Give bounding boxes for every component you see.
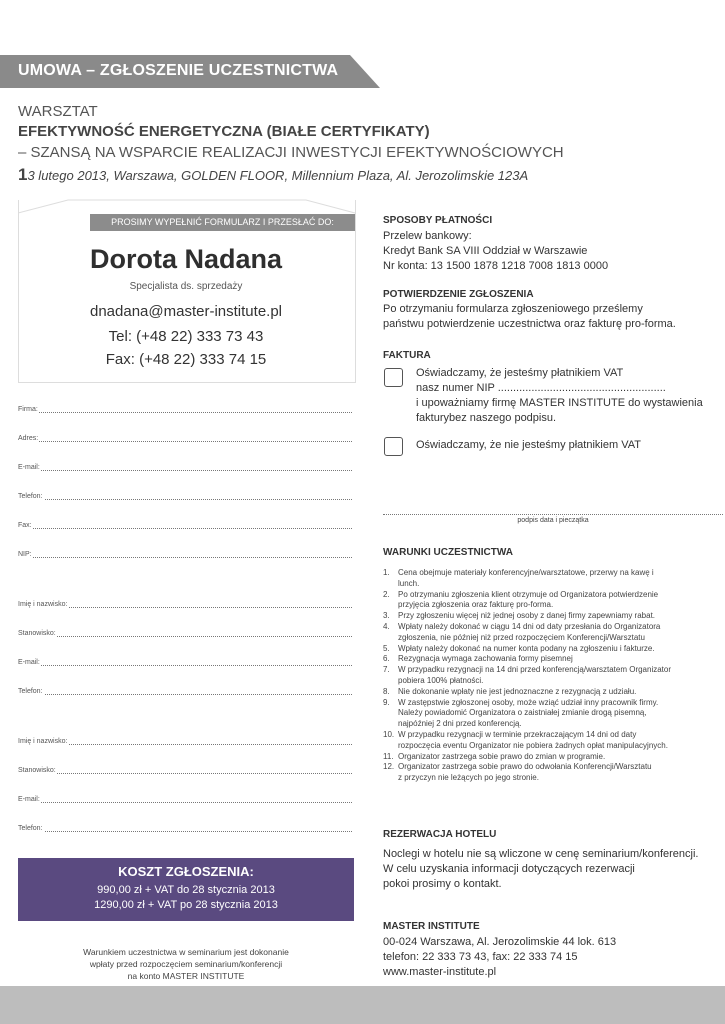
field-participant1-phone[interactable]: [18, 683, 352, 697]
form-instruction: PROSIMY WYPEŁNIĆ FORMULARZ I PRZESŁAĆ DO:: [90, 214, 355, 231]
condition-text: najpóźniej 2 dni przed konferencją.: [398, 719, 522, 729]
condition-number: 7.: [383, 665, 390, 675]
condition-item: [383, 590, 713, 612]
field-label: Stanowisko:: [18, 767, 56, 774]
condition-text: Przy zgłoszeniu więcej niż jednej osoby z danej firmy zapewniamy rabat.: [398, 611, 656, 621]
date-rest: 3 lutego 2013, Warszawa, GOLDEN FLOOR, Millennium Plaza, Al. Jerozolimskie 123A: [27, 168, 529, 183]
company-address: 00-024 Warszawa, Al. Jerozolimskie 44 lok. 613: [383, 936, 617, 948]
date-big-digit: 1: [18, 165, 28, 184]
payment-account: Nr konta: 13 1500 1878 1218 7008 1813 0000: [383, 260, 609, 272]
signature-line[interactable]: [383, 514, 723, 515]
field-participant2-email[interactable]: [18, 791, 352, 805]
payment-note-line: Warunkiem uczestnictwa w seminarium jest dokonanie: [83, 947, 289, 957]
condition-text: Nie dokonanie wpłaty nie jest jednoznaczne z rezygnacją z udziału.: [398, 686, 637, 696]
payment-line: Przelew bankowy:: [383, 230, 472, 242]
field-label: Firma:: [18, 406, 38, 413]
company-website[interactable]: www.master-institute.pl: [383, 966, 497, 978]
condition-number: 6.: [383, 654, 390, 664]
vat-payer-label: Oświadczamy, że jesteśmy płatnikiem VAT: [416, 367, 624, 379]
condition-item: [383, 654, 713, 665]
field-label: Imię i nazwisko:: [18, 601, 68, 608]
non-vat-payer-checkbox[interactable]: [384, 437, 403, 456]
vat-payer-checkbox[interactable]: [384, 368, 403, 387]
company-name: MASTER INSTITUTE: [383, 921, 480, 932]
condition-item: [383, 611, 713, 622]
field-participant2-name[interactable]: [18, 733, 352, 747]
field-label: Adres:: [18, 435, 39, 442]
cost-late: 1290,00 zł + VAT po 28 stycznia 2013: [94, 899, 278, 911]
condition-text: Po otrzymaniu zgłoszenia klient otrzymuje od Organizatora potwierdzenie: [398, 589, 659, 599]
company-phones: telefon: 22 333 73 43, fax: 22 333 74 15: [383, 951, 578, 963]
condition-number: 1.: [383, 568, 390, 577]
condition-text: Wpłaty należy dokonać na numer konta podany na zgłoszeniu i fakturze.: [398, 643, 655, 653]
condition-text: W zastępstwie zgłoszonej osoby, może wziąć udział inny pracownik firmy.: [398, 697, 659, 707]
contact-fax: Fax: (+48 22) 333 74 15: [105, 351, 267, 368]
condition-item: [383, 730, 713, 752]
condition-text: W przypadku rezygnacji w terminie przekraczającym 14 dni od daty: [398, 729, 637, 739]
field-nip[interactable]: [18, 546, 352, 560]
confirmation-line: państwu potwierdzenie uczestnictwa oraz fakturę pro-forma.: [383, 318, 676, 330]
field-participant1-position[interactable]: [18, 625, 352, 639]
payment-bank: Kredyt Bank SA VIII Oddział w Warszawie: [383, 245, 588, 257]
non-vat-payer-label: Oświadczamy, że nie jesteśmy płatnikiem VAT: [416, 439, 641, 451]
field-email[interactable]: [18, 459, 352, 473]
condition-text: pobiera 100% płatności.: [398, 675, 484, 685]
condition-number: 11.: [383, 751, 394, 761]
field-participant1-name[interactable]: [18, 596, 352, 610]
condition-text: W przypadku rezygnacji na 14 dni przed konferencją/warsztatem Organizator: [398, 665, 672, 675]
condition-text: Organizator zastrzega sobie prawo do zmian w programie.: [398, 751, 606, 761]
condition-item: [383, 568, 713, 590]
event-date-location: [18, 165, 528, 185]
workshop-label: WARSZTAT: [18, 103, 98, 120]
payment-heading: SPOSOBY PŁATNOŚCI: [383, 215, 493, 226]
field-label: Imię i nazwisko:: [18, 738, 68, 745]
invoice-heading: FAKTURA: [383, 350, 431, 361]
condition-item: [383, 698, 713, 730]
title-banner: [0, 55, 380, 88]
workshop-subtitle: – SZANSĄ NA WSPARCIE REALIZACJI INWESTYCJI EFEKTYWNOŚCIOWYCH: [18, 144, 564, 161]
condition-item: [383, 687, 713, 698]
field-participant2-phone[interactable]: [18, 820, 352, 834]
condition-number: 8.: [383, 686, 390, 696]
contact-email[interactable]: dnadana@master-institute.pl: [90, 303, 282, 320]
condition-text: Należy powiadomić Organizatora o zaistniałej zmianie drogą pisemną,: [398, 708, 647, 718]
condition-text: z przyczyn nie leżących po jego stronie.: [398, 773, 539, 783]
condition-number: 4.: [383, 621, 390, 631]
condition-item: [383, 762, 713, 784]
field-label: E-mail:: [18, 659, 40, 666]
vat-nip-line: nasz numer NIP .......................................................: [416, 382, 666, 394]
condition-item: [383, 622, 713, 644]
cost-early: 990,00 zł + VAT do 28 stycznia 2013: [97, 884, 275, 896]
field-label: E-mail:: [18, 796, 40, 803]
condition-text: Rezygnacja wymaga zachowania formy pisemnej: [398, 654, 573, 664]
hotel-line: Noclegi w hotelu nie są wliczone w cenę seminarium/konferencji.: [383, 848, 699, 860]
vat-authorize-line: fakturybez naszego podpisu.: [416, 412, 557, 424]
field-address[interactable]: [18, 430, 352, 444]
cost-title: KOSZT ZGŁOSZENIA:: [118, 864, 254, 879]
condition-text: Cena obejmuje materiały konferencyjne/warsztatowe, przerwy na kawę i: [398, 568, 654, 577]
field-label: NIP:: [18, 551, 32, 558]
hotel-heading: REZERWACJA HOTELU: [383, 829, 497, 840]
payment-note-line: na konto MASTER INSTITUTE: [127, 971, 245, 981]
signature-label: podpis data i pieczątka: [517, 517, 589, 524]
field-label: Telefon:: [18, 688, 43, 695]
condition-text: Wpłaty należy dokonać w ciągu 14 dni od daty przesłania do Organizatora: [398, 621, 661, 631]
field-label: Telefon:: [18, 493, 43, 500]
cost-box: [18, 858, 354, 921]
field-label: Stanowisko:: [18, 630, 56, 637]
confirmation-heading: POTWIERDZENIE ZGŁOSZENIA: [383, 289, 534, 300]
hotel-line: pokoi prosimy o kontakt.: [383, 878, 502, 890]
contact-role: Specjalista ds. sprzedaży: [129, 281, 243, 292]
workshop-title: EFEKTYWNOŚĆ ENERGETYCZNA (BIAŁE CERTYFIKATY): [18, 123, 430, 140]
field-label: Telefon:: [18, 825, 43, 832]
contact-name: Dorota Nadana: [89, 244, 283, 274]
condition-item: [383, 665, 713, 687]
condition-item: [383, 752, 713, 763]
contact-phone: Tel: (+48 22) 333 73 43: [108, 328, 264, 345]
footer-bar: [0, 986, 725, 1024]
condition-text: lunch.: [398, 578, 420, 588]
field-company[interactable]: [18, 401, 352, 415]
field-participant2-position[interactable]: [18, 762, 352, 776]
vat-authorize-line: i upoważniamy firmę MASTER INSTITUTE do wystawienia: [416, 397, 703, 409]
condition-text: zgłoszenia, nie później niż przed rozpoczęciem Konferencji/Warsztatu: [398, 632, 645, 642]
confirmation-line: Po otrzymaniu formularza zgłoszeniowego prześlemy: [383, 303, 643, 315]
conditions-list: [383, 568, 713, 784]
hotel-line: W celu uzyskania informacji dotyczących rezerwacji: [383, 863, 635, 875]
condition-number: 2.: [383, 589, 390, 599]
condition-number: 9.: [383, 697, 390, 707]
condition-number: 10.: [383, 729, 395, 739]
payment-note-line: wpłaty przed rozpoczęciem seminarium/konferencji: [89, 959, 283, 969]
condition-item: [383, 644, 713, 655]
condition-text: przyjęcia zgłoszenia oraz fakturę pro-forma.: [398, 600, 554, 610]
condition-text: rozpoczęcia eventu Organizator nie pobiera żadnych opłat manipulacyjnych.: [398, 740, 668, 750]
banner-title: UMOWA – ZGŁOSZENIE UCZESTNICTWA: [18, 62, 339, 79]
field-label: Fax:: [18, 522, 32, 529]
condition-number: 12.: [383, 762, 395, 772]
conditions-heading: WARUNKI UCZESTNICTWA: [383, 547, 513, 558]
condition-number: 3.: [383, 611, 390, 621]
field-participant1-email[interactable]: [18, 654, 352, 668]
condition-text: Organizator zastrzega sobie prawo do odwołania Konferencji/Warsztatu: [398, 762, 652, 772]
field-label: E-mail:: [18, 464, 40, 471]
field-fax[interactable]: [18, 517, 352, 531]
field-phone[interactable]: [18, 488, 352, 502]
condition-number: 5.: [383, 643, 390, 653]
